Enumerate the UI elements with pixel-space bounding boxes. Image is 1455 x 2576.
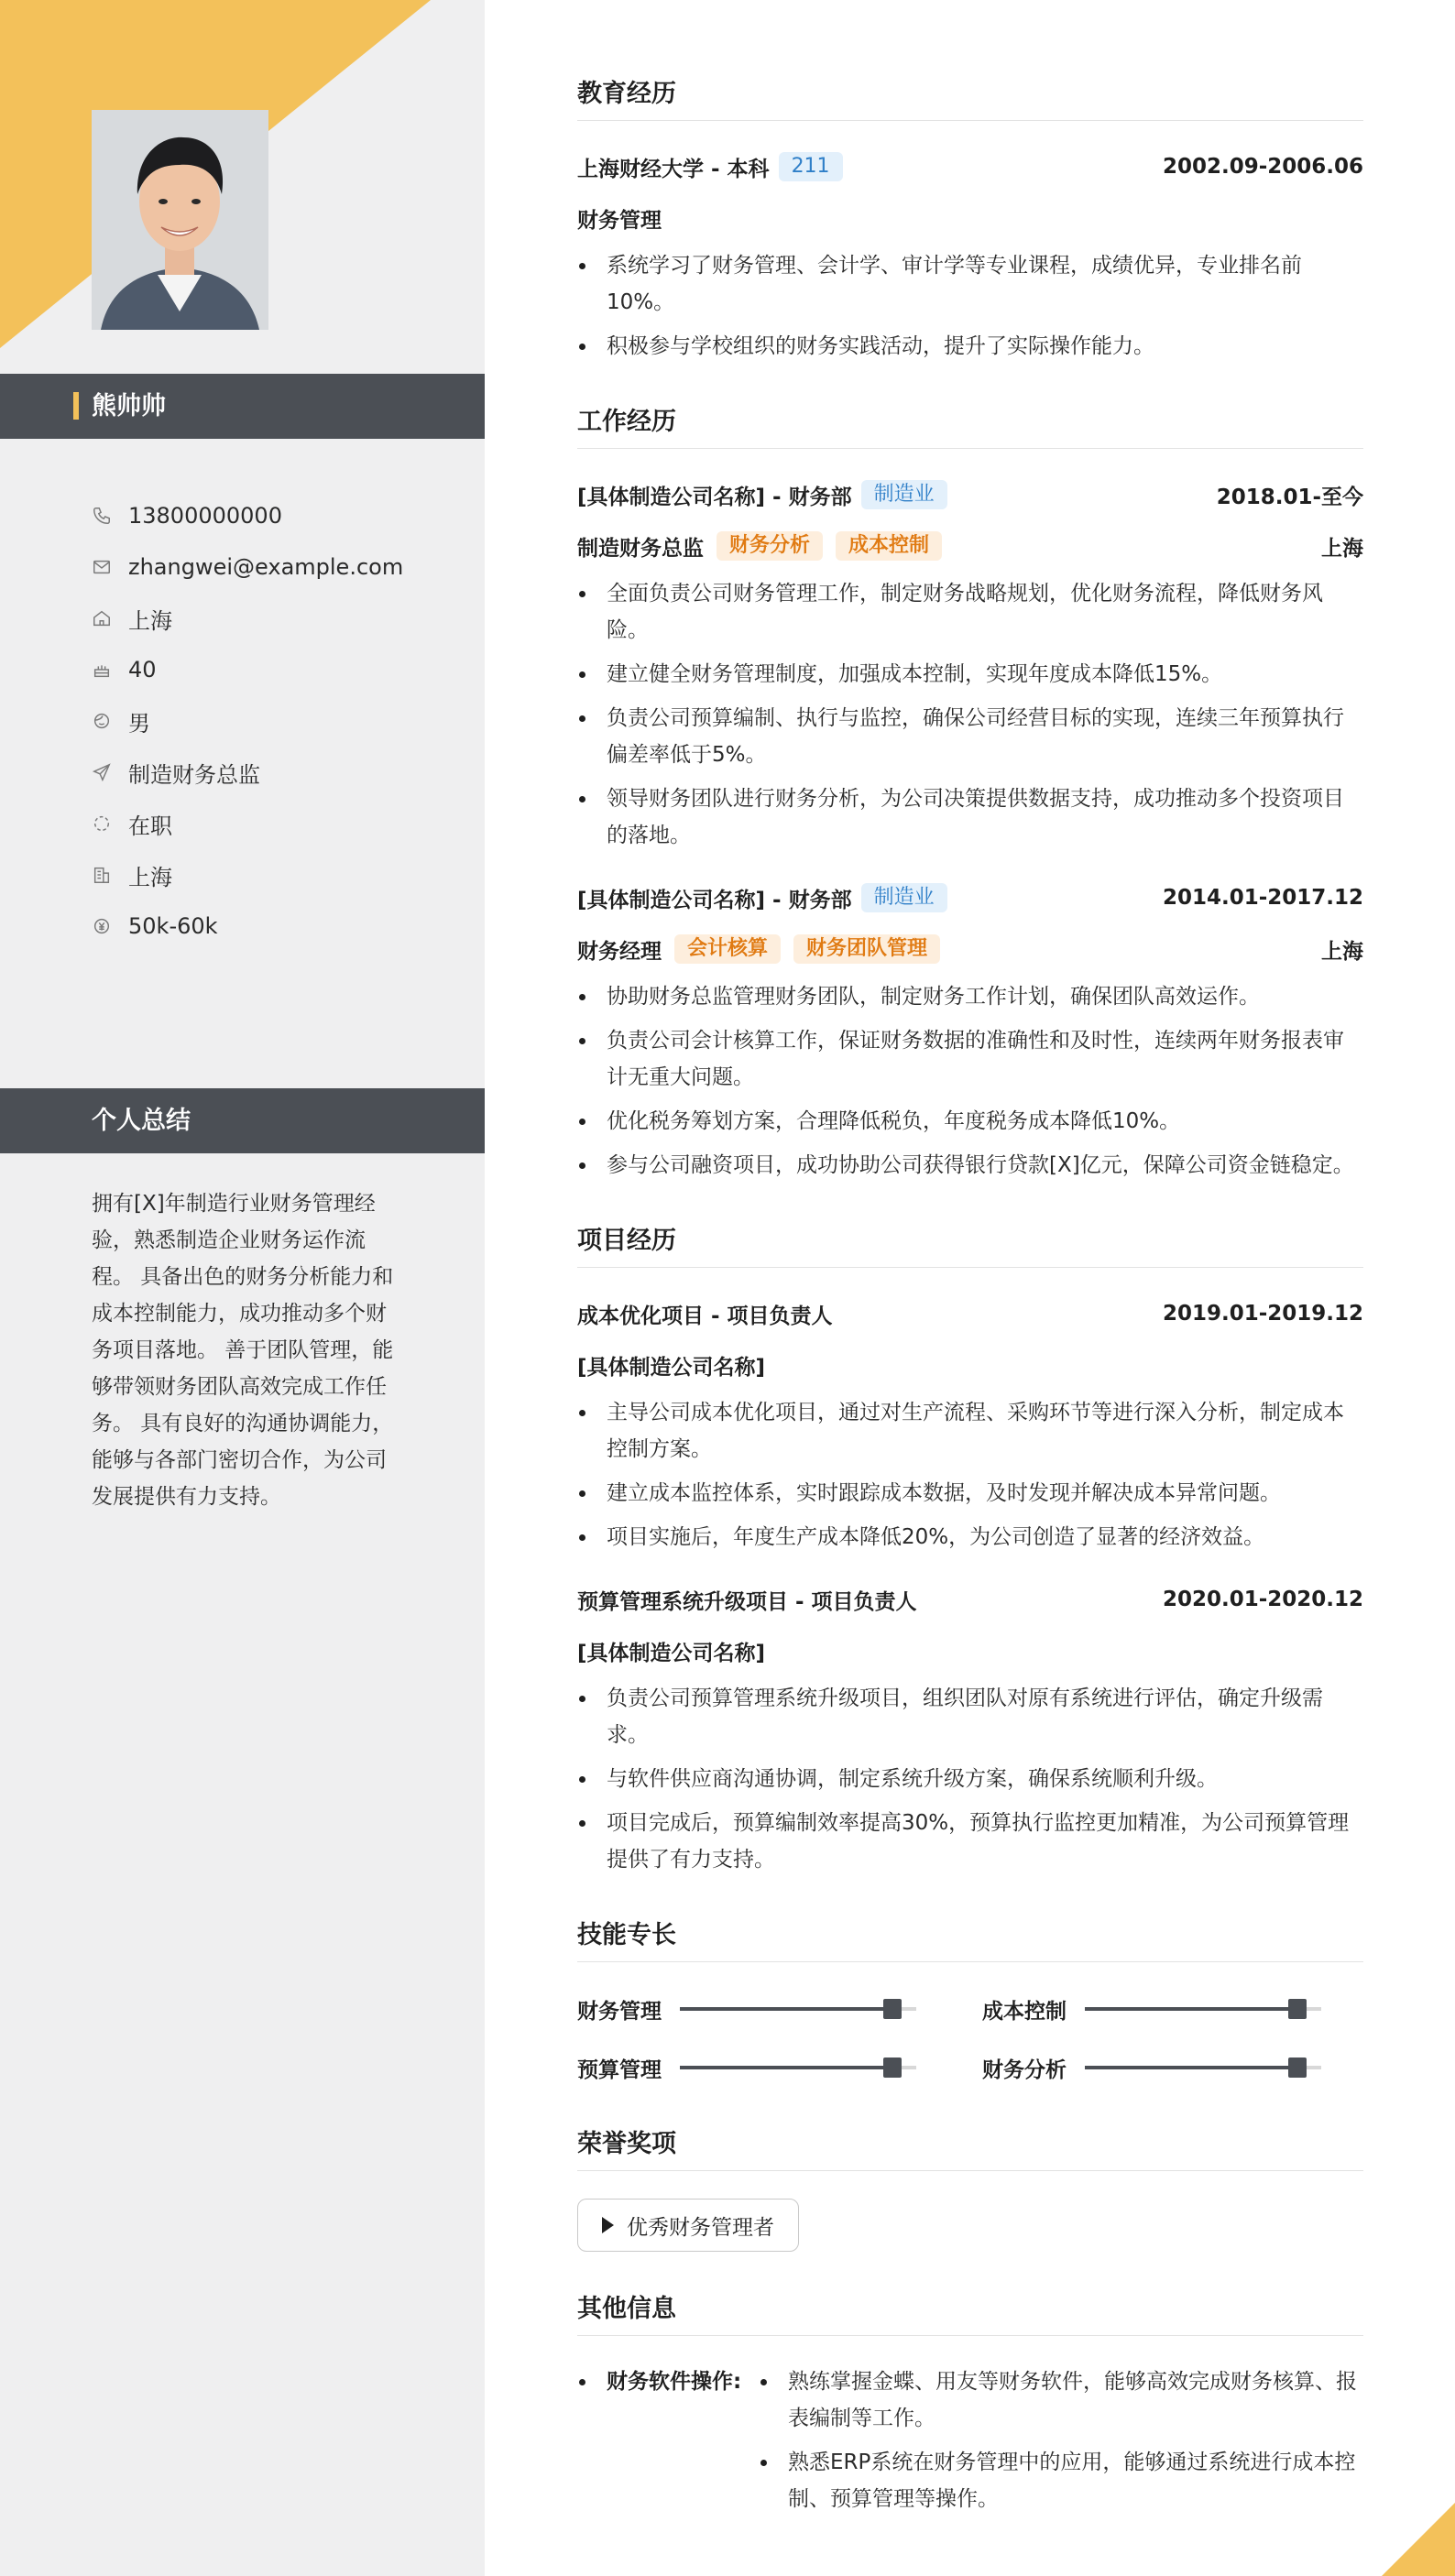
major: 财务管理 (577, 208, 662, 233)
job-date: 2018.01-至今 (1216, 485, 1363, 509)
project-header (577, 1295, 1363, 1332)
project-bullets (577, 1680, 1363, 1878)
section-title: 荣誉奖项 (577, 2123, 1363, 2171)
projects-section (577, 1220, 1363, 1878)
skill-bar (680, 2007, 916, 2011)
project-company-row (577, 1632, 1363, 1669)
education-date: 2002.09-2006.06 (1162, 155, 1363, 179)
send-icon (92, 762, 112, 782)
list-item: 参与公司融资项目，成功协助公司获得银行贷款[X]亿元，保障公司资金链稳定。 (577, 1147, 1363, 1184)
section-title: 技能专长 (577, 1915, 1363, 1962)
home-icon (92, 608, 112, 628)
list-item: 积极参与学校组织的财务实践活动，提升了实际操作能力。 (577, 328, 1363, 365)
contact-work-city (92, 849, 458, 901)
list-item: 建立健全财务管理制度，加强成本控制，实现年度成本降低15%。 (577, 656, 1363, 693)
job-city: 上海 (1321, 939, 1363, 964)
list-item: 全面负责公司财务管理工作，制定财务战略规划，优化财务流程，降低财务风险。 (577, 575, 1363, 649)
company-name: [具体制造公司名称] - 财务部 (577, 888, 852, 912)
contact-phone (92, 490, 458, 541)
education-section (577, 73, 1363, 365)
skill-bar (680, 2066, 916, 2069)
face-icon (92, 711, 112, 731)
contact-list (92, 490, 458, 952)
contact-location (92, 593, 458, 644)
list-item: 熟悉ERP系统在财务管理中的应用，能够通过系统进行成本控制、预算管理等操作。 (759, 2444, 1363, 2517)
industry-tag: 制造业 (861, 480, 947, 509)
contact-value: 男 (128, 710, 150, 737)
skill-knob (883, 2058, 902, 2078)
project-company-row (577, 1347, 1363, 1383)
contact-value: 50k-60k (128, 913, 218, 939)
project-name: 预算管理系统升级项目 - 项目负责人 (577, 1589, 917, 1614)
list-item: 优化税务筹划方案，合理降低税负，年度税务成本降低10%。 (577, 1103, 1363, 1140)
project-header (577, 1581, 1363, 1618)
skill-tag: 财务分析 (717, 531, 823, 561)
name-bar (0, 374, 485, 439)
job-header (577, 476, 1363, 513)
contact-value: 上海 (128, 607, 172, 634)
contact-age (92, 644, 458, 695)
name-accent (73, 392, 79, 420)
mail-icon (92, 557, 112, 577)
project-name: 成本优化项目 - 项目负责人 (577, 1304, 833, 1328)
list-item: 协助财务总监管理财务团队，制定财务工作计划，确保团队高效运作。 (577, 978, 1363, 1015)
section-title: 其他信息 (577, 2288, 1363, 2336)
industry-tag: 制造业 (861, 883, 947, 912)
other-label: 财务软件操作: (577, 2363, 759, 2525)
skill-name: 财务分析 (982, 2058, 1067, 2082)
contact-status (92, 798, 458, 849)
contact-gender (92, 695, 458, 747)
skill-knob (1288, 2058, 1307, 2078)
job-date: 2014.01-2017.12 (1162, 886, 1363, 910)
skill-item (982, 1990, 1349, 2028)
education-bullets (577, 247, 1363, 365)
job-city: 上海 (1321, 536, 1363, 561)
skill-tag: 财务团队管理 (793, 934, 940, 964)
list-item: 负责公司预算编制、执行与监控，确保公司经营目标的实现，连续三年预算执行偏差率低于5%。 (577, 700, 1363, 773)
job-role-row (577, 528, 1363, 564)
other-section (577, 2288, 1363, 2525)
skills-section (577, 1915, 1363, 2087)
list-item: 熟练掌握金蝶、用友等财务软件，能够高效完成财务核算、报表编制等工作。 (759, 2363, 1363, 2437)
job-bullets (577, 575, 1363, 854)
project-entry (577, 1581, 1363, 1878)
list-item: 负责公司会计核算工作，保证财务数据的准确性和及时性，连续两年财务报表审计无重大问题。 (577, 1022, 1363, 1096)
project-bullets (577, 1394, 1363, 1555)
contact-salary (92, 901, 458, 952)
skill-name: 财务管理 (577, 1999, 662, 2024)
list-item: 领导财务团队进行财务分析，为公司决策提供数据支持，成功推动多个投资项目的落地。 (577, 780, 1363, 854)
summary-text: 拥有[X]年制造行业财务管理经验，熟悉制造企业财务运作流程。 具备出色的财务分析能力和成本控制能力，成功推动多个财务项目落地。 善于团队管理，能够带领财务团队高效完成工作任务。 具有良好的沟通协调能力，能够与各部门密切合作，为公司发展提供有力支持。 (92, 1192, 394, 1509)
list-item: 主导公司成本优化项目，通过对生产流程、采购环节等进行深入分析，制定成本控制方案。 (577, 1394, 1363, 1468)
sidebar (0, 0, 485, 2576)
project-entry (577, 1295, 1363, 1555)
list-item: 负责公司预算管理系统升级项目，组织团队对原有系统进行评估，确定升级需求。 (577, 1680, 1363, 1753)
skills-grid (577, 1990, 1363, 2087)
cake-icon (92, 660, 112, 680)
project-date: 2020.01-2020.12 (1162, 1588, 1363, 1611)
skill-bar (1085, 2066, 1321, 2069)
main-content (577, 73, 1363, 2561)
section-title: 教育经历 (577, 73, 1363, 121)
play-icon (602, 2217, 614, 2233)
other-bullets (759, 2363, 1363, 2525)
contact-value: 在职 (128, 813, 172, 839)
company-name: [具体制造公司名称] - 财务部 (577, 485, 852, 509)
contact-value: 上海 (128, 864, 172, 890)
contact-email (92, 541, 458, 593)
skill-knob (883, 1999, 902, 2019)
other-info (577, 2363, 1363, 2525)
skill-bar (1085, 2007, 1321, 2011)
summary-bar (0, 1088, 485, 1153)
building-icon (92, 865, 112, 885)
job-entry (577, 879, 1363, 1184)
school-tag: 211 (779, 152, 843, 181)
work-section (577, 401, 1363, 1184)
skill-item (982, 2048, 1349, 2087)
project-date: 2019.01-2019.12 (1162, 1302, 1363, 1326)
job-role-row (577, 931, 1363, 967)
skill-knob (1288, 1999, 1307, 2019)
corner-decoration-bottom (1373, 2494, 1455, 2576)
contact-position (92, 747, 458, 798)
skill-tag: 成本控制 (836, 531, 942, 561)
salary-icon (92, 916, 112, 936)
list-item: 项目实施后，年度生产成本降低20%，为公司创造了显著的经济效益。 (577, 1519, 1363, 1555)
list-item: 项目完成后，预算编制效率提高30%，预算执行监控更加精准，为公司预算管理提供了有力支持。 (577, 1805, 1363, 1878)
contact-value: 13800000000 (128, 503, 282, 529)
award-chip (577, 2199, 799, 2252)
job-bullets (577, 978, 1363, 1184)
job-role: 财务经理 (577, 939, 662, 964)
contact-value: 40 (128, 657, 157, 682)
status-icon (92, 813, 112, 834)
section-title: 项目经历 (577, 1220, 1363, 1268)
job-role: 制造财务总监 (577, 536, 704, 561)
contact-value: zhangwei@example.com (128, 554, 404, 580)
skill-item (577, 2048, 982, 2087)
school-name: 上海财经大学 - 本科 (577, 157, 770, 181)
summary-title: 个人总结 (92, 1107, 191, 1135)
candidate-name: 熊帅帅 (92, 392, 166, 420)
section-title: 工作经历 (577, 401, 1363, 449)
awards-section (577, 2123, 1363, 2252)
job-entry (577, 476, 1363, 854)
list-item: 建立成本监控体系，实时跟踪成本数据，及时发现并解决成本异常问题。 (577, 1475, 1363, 1512)
contact-value: 制造财务总监 (128, 761, 260, 788)
project-company: [具体制造公司名称] (577, 1355, 766, 1380)
education-header (577, 148, 1363, 185)
skill-name: 预算管理 (577, 2058, 662, 2082)
avatar (92, 110, 268, 330)
phone-icon (92, 506, 112, 526)
skill-item (577, 1990, 982, 2028)
project-company: [具体制造公司名称] (577, 1641, 766, 1665)
skill-name: 成本控制 (982, 1999, 1067, 2024)
list-item: 系统学习了财务管理、会计学、审计学等专业课程，成绩优异，专业排名前10%。 (577, 247, 1363, 321)
job-header (577, 879, 1363, 916)
list-item: 与软件供应商沟通协调，制定系统升级方案，确保系统顺利升级。 (577, 1761, 1363, 1797)
education-major-row (577, 200, 1363, 236)
award-name: 优秀财务管理者 (627, 2215, 774, 2240)
skill-tag: 会计核算 (674, 934, 781, 964)
